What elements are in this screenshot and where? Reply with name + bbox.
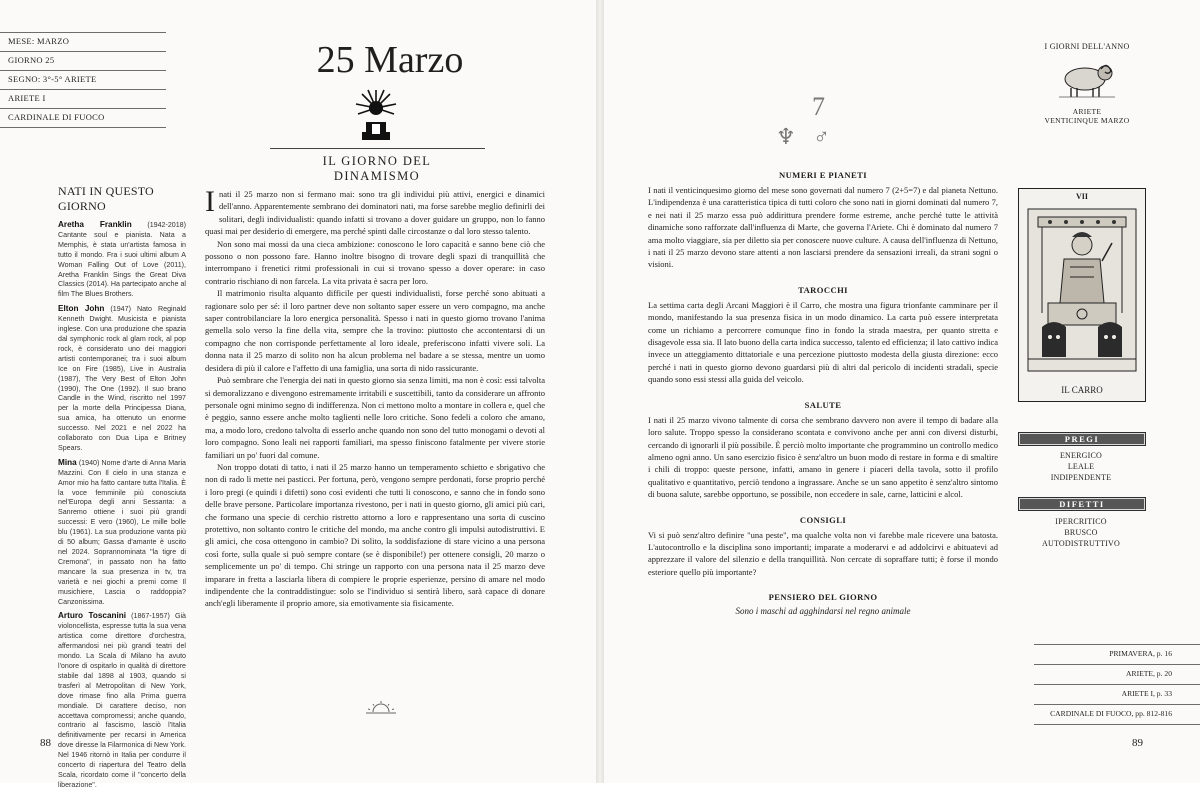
difetti-header: DIFETTI: [1018, 497, 1146, 511]
ref-cardinale: CARDINALE DI FUOCO, pp. 812-816: [1034, 704, 1200, 725]
cross-references: [1034, 644, 1200, 725]
tarot-card-label: IL CARRO: [1061, 385, 1103, 395]
days-of-year-box: [1028, 42, 1146, 125]
meta-day: GIORNO 25: [0, 51, 166, 70]
section-title-tarocchi: TAROCCHI: [798, 284, 848, 295]
ruling-number: 7: [812, 92, 825, 121]
section-text-tarocchi: La settima carta degli Arcani Maggiori è il Carro, che mostra una figura trionfante camminare per il mondo, manifestando la sua presenza fisica in un modo dinamico. La carta può essere interpretata come un richiamo a percorrere comunque fino in fondo la strada maestra, per quanto stretta e disagevole essa sia. Il lato buono della carta indica successo, talento ed efficienza; il lato cattivo indica invece un atteggiamento dittatoriale e una percezione piuttosto modesta della giusta direzione: ecco perché i nati in questo giorno devono guardarsi più di altri dal pericolo di incidenti stradali, specie quando sono essi stessi alla guida del veicolo.: [648, 299, 998, 385]
pregi-header: PREGI: [1018, 432, 1146, 446]
ref-primavera: PRIMAVERA, p. 16: [1034, 644, 1200, 664]
body-paragraph: Può sembrare che l'energia dei nati in questo giorno sia senza limiti, ma non è così: essi talvolta si demoralizzano e divengono estremamente irritabili e suscettibili, tanto da considerare un affronto personale ogni minimo segno di indifferenza. Non ci mettono molto a montare in collera e, quel che è peggio, sanno essere anche molto taglienti nelle loro critiche. Sono fedeli a coloro che amano, ma, a modo loro, credono talvolta di esserlo anche quando non sono del tutto monogami o devoti al loro compagno. Sono leali nei rapporti familiari, ma spesso finiscono fatalmente per vivere storie familiari un po' fuori dal comune.: [205, 375, 545, 460]
meta-element: CARDINALE DI FUOCO: [0, 108, 166, 128]
pregi-item: LEALE: [1067, 462, 1095, 471]
body-paragraph: Non troppo dotati di tatto, i nati il 25 marzo hanno un temperamento schietto e sbrigativo che non di rado li mette nei pasticci. Per fortuna, però, vengono sempre perdonati, forse proprio perché i loro pregi (e quindi i difetti) sono così evidenti che tutti li conoscono, e sanno che in fondo sono delle brave persone. Particolare importanza rivestono, per i nati in questo giorno, gli amici più cari, che formano una specie di cerchio ristretto attorno a loro e rappresentano una sorta di cuscino protettivo, non soltanto contro le critiche del mondo, ma anche contro gli impulsi autodistruttivi. E gli amici, che cosa ottengono in cambio? Di solito, la soddisfazione di stare vicino a una persona così forte, sulla quale si può sempre contare (se è disponibile!) per ottenere consigli, 20 marzo o semplicemente un po' di tempo. Chi stringe un rapporto con una persona nata il 25 marzo deve imparare in fretta a lasciarla libera di compiere le proprie esperienze, persino di amare nel modo indipendente che la contraddistingue: solo se l'individuo si sentirà libero, sarà capace di donare anch'egli liberamente il proprio amore, sia emotivamente sia fisicamente.: [205, 461, 545, 609]
page-number-left: 88: [40, 737, 51, 749]
born-entry: [58, 304, 186, 454]
difetti-list: [1018, 516, 1144, 549]
pregi-list: [1018, 450, 1144, 483]
born-bio: (1942-2018) Cantante soul e pianista. Nata a Memphis, è stata un'artista famosa in tutto il mondo. Fra i suoi ultimi album A Woman Falling Out of Love (2011), Aretha Franklin Sings the Great Diva Classics (2014). Ha partecipato anche al film The Blues Brothers.: [58, 221, 186, 299]
body-paragraph: [205, 185, 545, 238]
meta-sign: SEGNO: 3°-5° ARIETE: [0, 70, 166, 89]
planet-symbols-icon: ♆ ♂: [776, 124, 836, 149]
ram-icon: [1055, 57, 1119, 99]
thought-of-day: Sono i maschi ad agghindarsi nel regno animale: [735, 606, 911, 617]
ref-ariete: ARIETE, p. 20: [1034, 664, 1200, 684]
section-title-salute: SALUTE: [804, 399, 842, 410]
page-number-right: 89: [1132, 737, 1143, 749]
paragraph-text: nati il 25 marzo non si fermano mai: sono tra gli individui più attivi, energici e dinamici dell'anno. Apparentemente sembrano dei dominatori nati, ma forse sarebbe meglio definirli dei solitari, degli individualisti: quando infatti si trovano a dover guidare un gruppo, non lo fanno quasi mai per desiderio di emergere, ma perché spinti dalle circostanze o dal loro stesso talento.: [205, 189, 545, 237]
sunrise-ornament-icon: [364, 700, 398, 716]
section-text-consigli: Vi si può senz'altro definire "una peste", ma qualche volta non vi farebbe male ricevere una batosta. L'autocontrollo e la disciplina sono importanti; imparate a moderarvi e ad addolcirvi e abituatevi ad apprezzare il valore del silenzio e della tranquillità. Non cercate di sopraffare tutti; è forse il mondo esteriore quello più importante?: [648, 529, 998, 577]
born-name: Aretha Franklin: [58, 220, 132, 229]
book-gutter: [596, 0, 604, 783]
section-title-consigli: CONSIGLI: [799, 514, 847, 525]
section-title-numeri: NUMERI E PIANETI: [778, 170, 868, 180]
body-paragraph: Non sono mai mossi da una cieca ambizione: conoscono le loro capacità e sanno bene ciò che possono o non possono fare. Hanno inoltre bisogno di trovare degli spazi di tranquillità che interrompano i frenetici ritmi professionali in cui si trovano spesso a dover operare: in caso contrario rischiano di non farcela. La vita privata è sacra per loro.: [205, 238, 545, 286]
days-sign: ARIETE: [1072, 107, 1102, 116]
chariot-card-icon: [1020, 203, 1144, 379]
body-paragraph: Il matrimonio risulta alquanto difficile per questi individualisti, forse perché sono abituati a ragionare solo per sé: il loro partner deve non soltanto saper essere un vero compagno, ma anche saper controbilanciare la loro energica personalità. Spesso i nati in questo giorno trovano l'anima gemella solo verso la fine della vita, sempre che la trovino: piuttosto che accontentarsi di un compagno che non corrisponde perfettamente al loro ideale, preferiscono infatti vivere soli. La donna nata il 25 marzo di solito non ha alcun problema nel badare a se stessa, mentre un uomo desidera di più il calore e l'affetto di una famiglia, una sorta di nido rassicurante.: [205, 288, 545, 373]
born-today-column: [58, 184, 186, 795]
pregi-item: ENERGICO: [1059, 451, 1103, 460]
born-entry: [58, 458, 186, 608]
born-bio: (1940) Nome d'arte di Anna Maria Mazzini. Con Il cielo in una stanza e Amor mio ha fatto cantare tutta l'Italia. È la voce femminile più conosciuta nel'Europa degli anni Sessanta: a Sanremo ottiene i suoi più grandi successi: E vero (1960), Le mille bolle blu (1961). La sua produzione vanta più di 50 album; Gassa d'amante è uscito nel 2024. Soprannominata "la tigre di Cremona", in passato non ha fatto mancare la sua presenza in tv, tra varietà e nei giochi a premi come Il musichiere, Lascia o raddoppia? Canzonissima.: [58, 458, 186, 606]
tarot-card: [1018, 188, 1146, 402]
born-entry: [58, 611, 186, 790]
pregi-item: INDIPENDENTE: [1050, 473, 1112, 482]
section-text-numeri: I nati il venticinquesimo giorno del mese sono governati dal numero 7 (2+5=7) e dal pianeta Nettuno. L'indipendenza è una caratteristica tipica di tutti coloro che sono nati in giorni dominati dal numero 7, e nei nati il 25 marzo essa può addirittura prendere forme estreme, anche perché tutte le attività dinamiche sono rafforzate dall'influenza di Marte, che governa l'Ariete. Chi è dominato dal numero 7 ama molto viaggiare, sia per diletto sia per conoscere nuove culture. A causa dell'influenza di Nettuno, i nati il 25 marzo devono stare attenti a non lasciarsi prendere da sensazioni irreali, da strani sogni o visioni.: [648, 185, 998, 270]
meta-decan: ARIETE I: [0, 89, 166, 108]
born-name: Arturo Toscanini: [58, 611, 127, 621]
born-entry: [58, 220, 186, 300]
difetti-item: IPERCRITICO: [1055, 517, 1107, 526]
born-bio: (1867-1957) Già violoncellista, espresse tutta la sua vena artistica come direttore d'orchestra, affermandosi nei più grandi teatri del mondo. La Scala di Milano ha avuto l'onore di ospitarlo in qualità di direttore stabile dal 1898 al 1903, quando si trasferì al Metropolitan di New York, dove rimase fino alla Prima guerra mondiale. Di carattere deciso, non accettava compromessi; anche quando, contrario al fascismo, lasciò l'Italia definitivamente per recarsi in America dove diresse la Filarmonica di New York. Nel 1946 ritornò in Italia per condurre il concerto di riapertura del Teatro della Scala, ricordato come il "concerto della liberazione".: [58, 612, 186, 789]
days-date: VENTICINQUE MARZO: [1044, 116, 1130, 125]
thought-title: PENSIERO DEL GIORNO: [768, 592, 878, 603]
drop-cap: I: [205, 185, 215, 218]
difetti-item: AUTODISTRUTTIVO: [1042, 539, 1120, 548]
born-bio: (1947) Nato Reginald Kenneth Dwight. Musicista e pianista inglese. Con una produzione che spazia dal symphonic rock al glam rock, al pop rock, è considerato uno dei maggiori artisti contemporanei; tra i suoi album Ice on Fire (1985), Live in Australia (1987), The Very Best of Elton John (1990), The One (1992). Il suo brano Candle in the Wind, riscritto nel 1997 per la morte della Principessa Diana, sua amica, ha ottenuto un enorme successo. Nel 2021 e nel 2022 ha collaborato con Dua Lipa e Britney Spears.: [58, 305, 187, 452]
ref-ariete-i: ARIETE I, p. 33: [1034, 684, 1200, 704]
days-heading: I GIORNI DELL'ANNO: [1044, 42, 1130, 51]
born-name: Elton John: [58, 304, 105, 314]
day-subtitle: IL GIORNO DEL DINAMISMO: [322, 154, 432, 183]
born-today-heading: NATI IN QUESTO GIORNO: [58, 184, 154, 213]
sections-column: [648, 170, 998, 616]
section-text-salute: I nati il 25 marzo vivono talmente di corsa che sembrano davvero non avere il tempo di badare alla loro salute. Troppo spesso la considerano scontata e convivono anche per anni con diversi disturbi, cercando di ignorarli il più possibile. È perciò molto importante che programmino un controllo medico almeno ogni anno. Un sano esercizio fisico è senz'altro un buon modo di restare in forma e di smaltire i chili di troppo: queste persone, infatti, amano in genere i piaceri della tavola, sotto il profilo qualitativo e quantitativo, perciò tendono a ingrassare. Anche se un sano appetito è senz'altro sintomo di buona salute, sarebbe opportuno, se possibile, non eccedere in sale, carne, latticini e alcol.: [648, 414, 998, 500]
difetti-item: BRUSCO: [1064, 528, 1098, 537]
title-divider: [270, 148, 485, 149]
main-text-column: [205, 185, 545, 610]
dynamism-emblem-icon: [352, 88, 400, 144]
day-meta-box: [0, 32, 166, 128]
tarot-number: VII: [1075, 192, 1088, 201]
born-name: Mina: [58, 457, 77, 467]
page-title: 25 Marzo: [316, 39, 464, 81]
meta-month: MESE: MARZO: [0, 32, 166, 51]
